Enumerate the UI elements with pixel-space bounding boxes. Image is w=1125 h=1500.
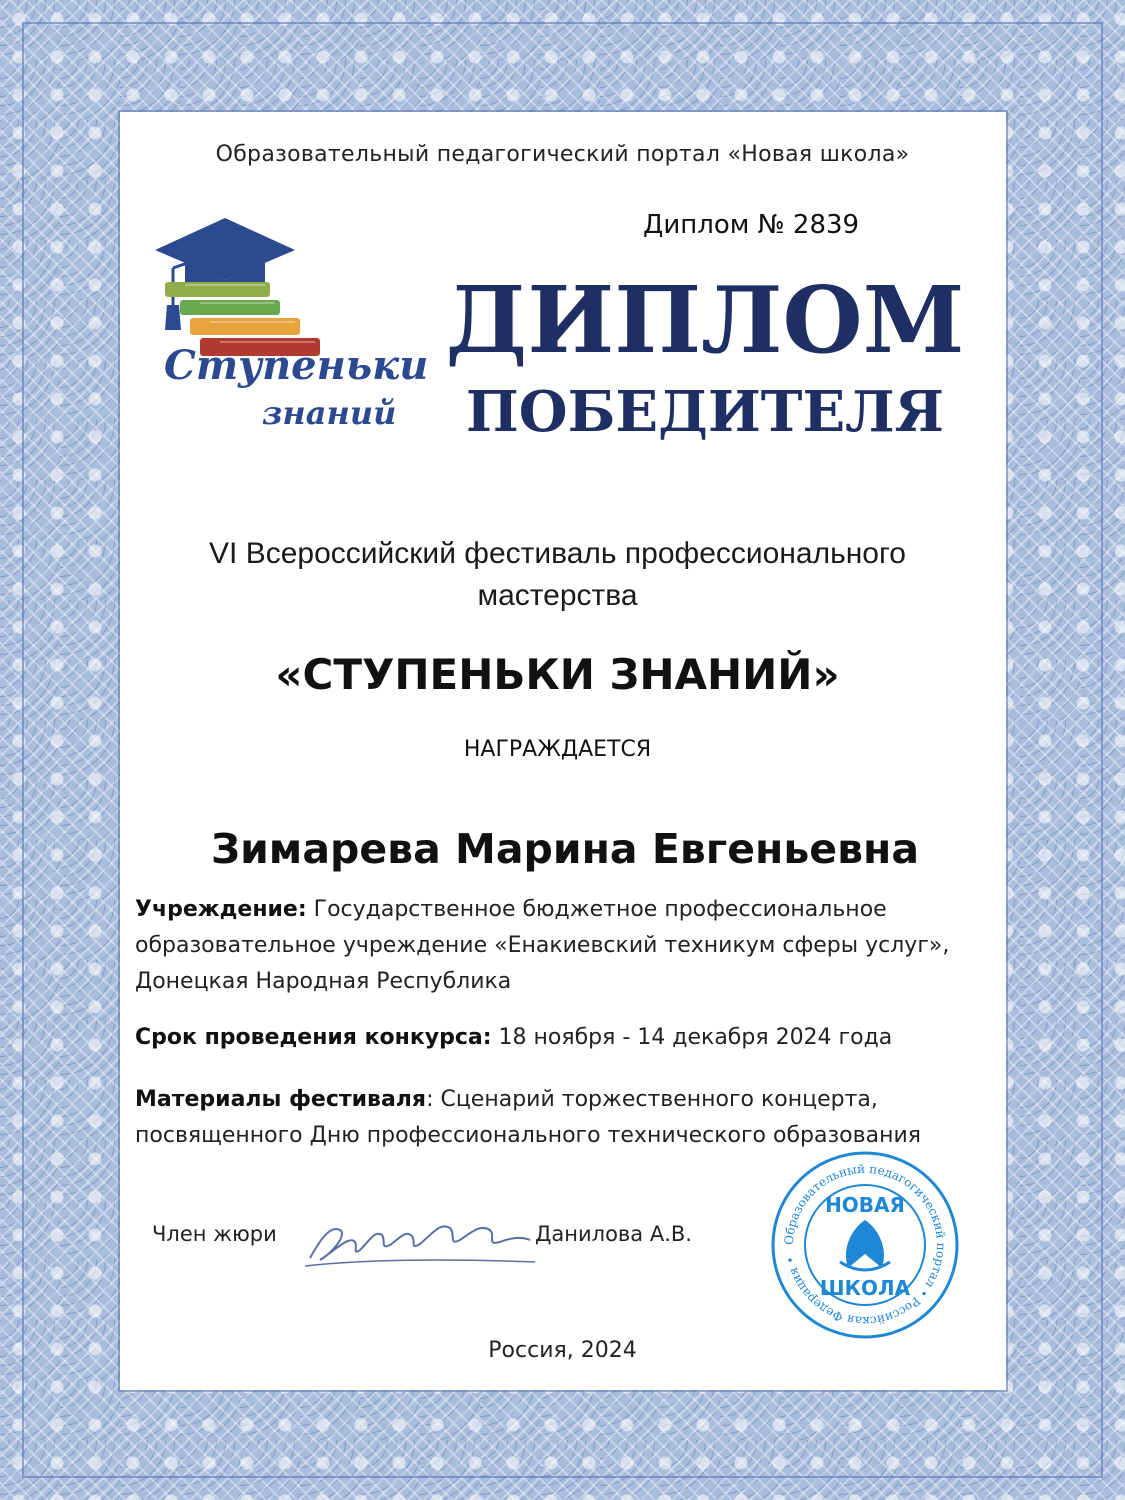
materials-value: Сценарий торжественного концерта, посвященного Дню профессионального технического образования [135, 1087, 922, 1148]
stamp-center-line1: НОВАЯ [825, 1193, 905, 1217]
institution-block [135, 892, 985, 1000]
period-label: Срок проведения конкурса: [135, 1025, 492, 1050]
diploma-number: Диплом № 2839 [643, 210, 860, 240]
title-winner: ПОБЕДИТЕЛЯ [465, 379, 945, 445]
materials-block: Материалы фестиваля: Сценарий торжественного концерта, посвященного Дню профессионального технического образования [135, 1087, 922, 1148]
stamp-ring-text: Образовательный педагогический портал • Российская Федерация • [781, 1161, 949, 1329]
jury-label: Член жюри [152, 1222, 277, 1246]
logo-text-line2: знаний [262, 394, 397, 432]
contest-name: «СТУПЕНЬКИ ЗНАНИЙ» [275, 650, 840, 699]
footer-location-year: Россия, 2024 [488, 1338, 637, 1363]
period-value: 18 ноября - 14 декабря 2024 года [498, 1025, 893, 1050]
stamp-icon [770, 1150, 960, 1340]
portal-line: Образовательный педагогический портал «Новая школа» [215, 142, 910, 167]
period-block [135, 1020, 985, 1056]
recipient-name: Зимарева Марина Евгеньевна [210, 825, 920, 873]
institution-label: Учреждение: [135, 897, 307, 922]
materials-label: Материалы фестиваля [135, 1087, 427, 1112]
awarded-label: НАГРАЖДАЕТСЯ [463, 737, 652, 762]
title-diploma: ДИПЛОМ [445, 266, 965, 374]
stamp-center-line2: ШКОЛА [819, 1276, 911, 1300]
logo-text-line1: Ступеньки [164, 342, 429, 389]
signature-icon [300, 1200, 540, 1275]
institution-value: Государственное бюджетное профессиональное образовательное учреждение «Енакиевский техникум сферы услуг», Донецкая Народная Республика [135, 897, 950, 994]
festival-line: VI Всероссийский фестиваль профессионального мастерства [209, 537, 906, 612]
jury-name: Данилова А.В. [535, 1222, 692, 1246]
